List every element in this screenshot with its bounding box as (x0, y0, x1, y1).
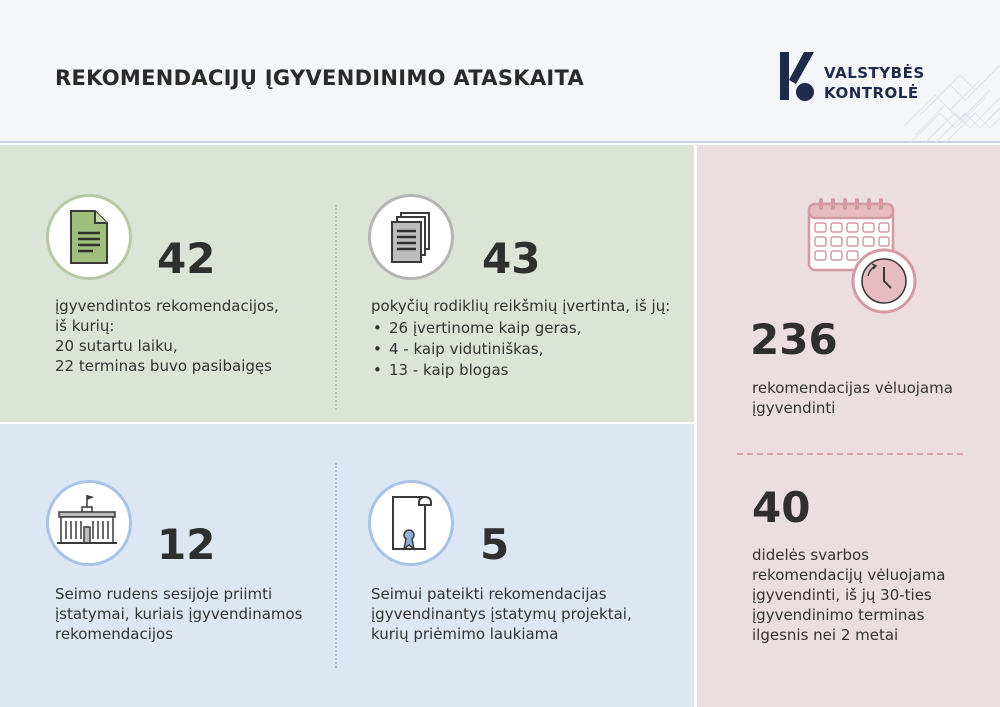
report-header (0, 0, 1000, 143)
projects-line: kurių priėmimo laukiama (371, 625, 559, 643)
projects-description (371, 584, 632, 644)
important-delayed-line: įgyvendinimo terminas (752, 606, 925, 624)
implemented-value: 42 (157, 234, 216, 283)
parliament-building-icon (46, 480, 132, 566)
calendar-clock-icon (805, 190, 920, 315)
list-item: • 4 - kaip vidutiniškas, (371, 339, 581, 360)
delayed-description (752, 378, 953, 418)
indicators-intro: pokyčių rodiklių reikšmių įvertinta, iš jų: (371, 297, 671, 315)
green-panel-divider (335, 205, 337, 410)
laws-line: įstatymai, kuriais įgyvendinamos (55, 605, 303, 623)
blue-panel-divider (335, 463, 337, 668)
list-item: • 13 - kaip blogas (371, 360, 581, 381)
laws-line: rekomendacijos (55, 625, 174, 643)
logo-line-2: KONTROLĖ (824, 84, 919, 102)
important-delayed-description (752, 545, 945, 645)
projects-line: įgyvendinantys įstatymų projektai, (371, 605, 632, 623)
indicators-value: 43 (482, 234, 541, 283)
page-title: REKOMENDACIJŲ ĮGYVENDINIMO ATASKAITA (55, 66, 585, 90)
logo-wordmark (824, 63, 925, 103)
documents-stack-icon (368, 194, 454, 280)
implemented-line: 22 terminas buvo pasibaigęs (55, 357, 272, 375)
pink-panel-divider (737, 453, 963, 455)
laws-line: Seimo rudens sesijoje priimti (55, 585, 273, 603)
blue-panel (0, 424, 694, 707)
delayed-line: įgyvendinti (752, 399, 836, 417)
important-delayed-line: rekomendacijų vėluojama (752, 566, 946, 584)
implemented-line: įgyvendintos rekomendacijos, (55, 297, 279, 315)
implemented-line: iš kurių: (55, 317, 115, 335)
projects-value: 5 (480, 520, 510, 569)
important-delayed-line: ilgesnis nei 2 metai (752, 626, 899, 644)
important-delayed-value: 40 (752, 483, 811, 532)
indicators-list (371, 318, 581, 381)
implemented-description (55, 296, 279, 376)
delayed-line: rekomendacijas vėluojama (752, 379, 953, 397)
important-delayed-line: įgyvendinti, iš jų 30-ties (752, 586, 932, 604)
important-delayed-line: didelės svarbos (752, 546, 869, 564)
document-icon (46, 194, 132, 280)
delayed-value: 236 (750, 315, 838, 364)
implemented-line: 20 sutartu laiku, (55, 337, 178, 355)
valstybes-kontrole-logo-icon (778, 50, 818, 104)
laws-description (55, 584, 303, 644)
projects-line: Seimui pateikti rekomendacijas (371, 585, 607, 603)
list-item: • 26 įvertinome kaip geras, (371, 318, 581, 339)
laws-value: 12 (157, 520, 216, 569)
logo-line-1: VALSTYBĖS (824, 64, 925, 82)
green-panel (0, 145, 694, 422)
certificate-scroll-icon (368, 480, 454, 566)
